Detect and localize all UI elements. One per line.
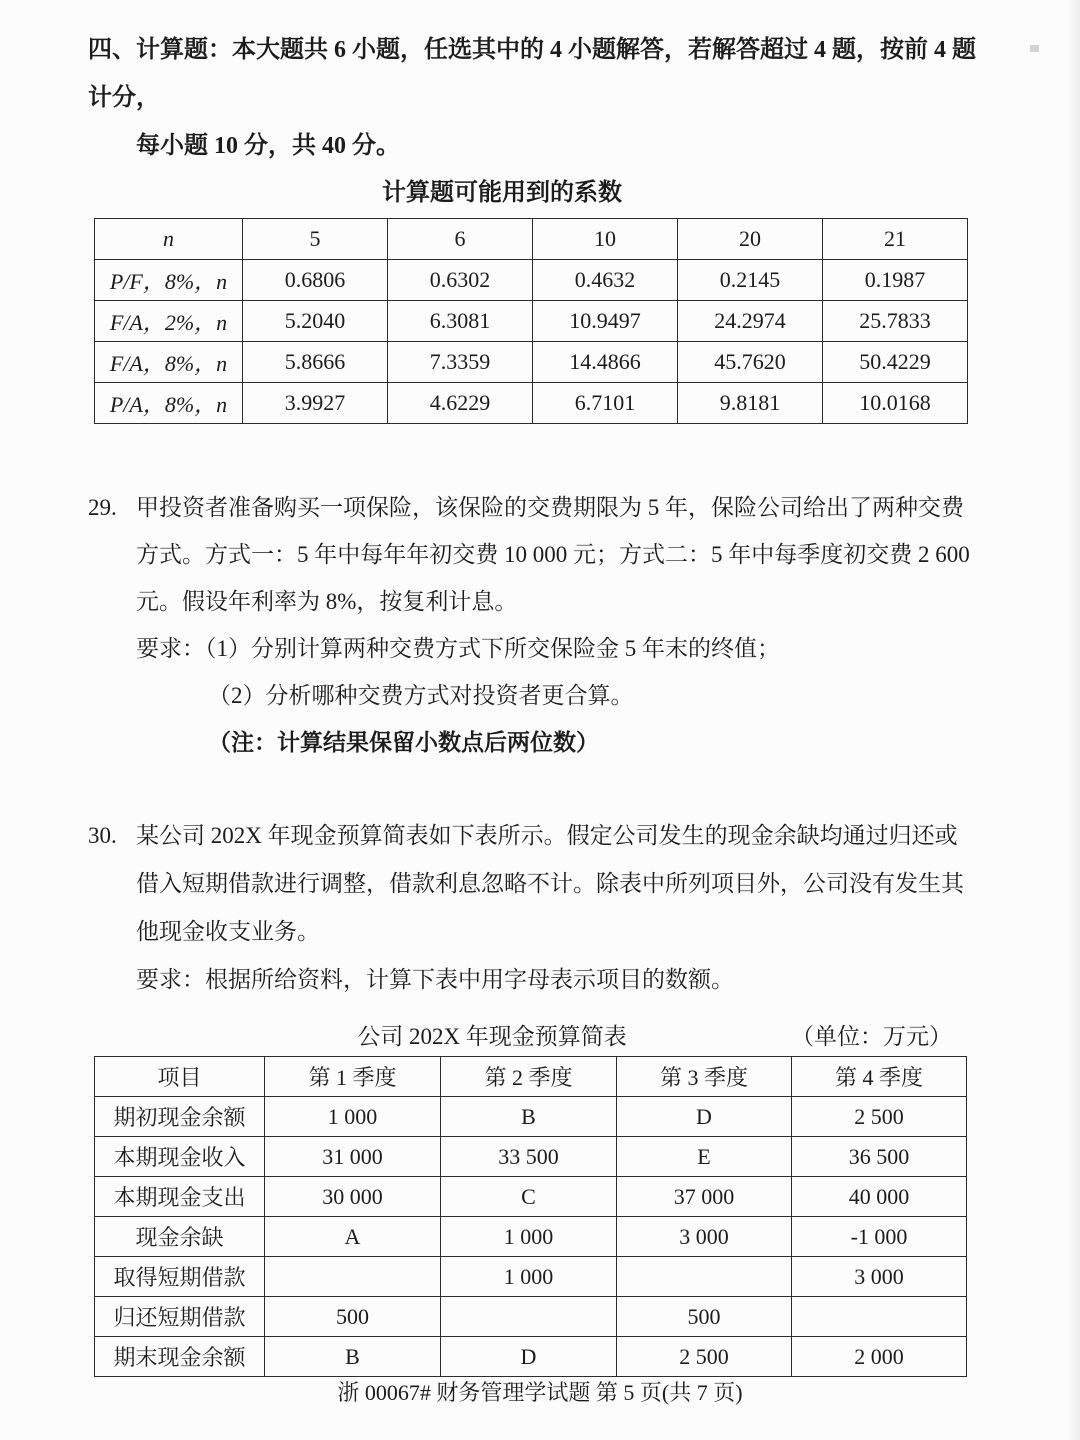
table-row xyxy=(95,1217,967,1257)
table-cell: 0.1987 xyxy=(823,260,968,301)
table-cell: 3.9927 xyxy=(243,383,388,424)
table-cell: 1 000 xyxy=(441,1217,617,1257)
table-cell: 2 500 xyxy=(617,1337,792,1377)
table-cell: 1 000 xyxy=(441,1257,617,1297)
table-row xyxy=(95,342,968,383)
question-30-line xyxy=(88,812,992,860)
column-header: 项目 xyxy=(95,1057,265,1097)
table-cell: 3 000 xyxy=(617,1217,792,1257)
table-cell: 9.8181 xyxy=(678,383,823,424)
table-cell: 6.7101 xyxy=(533,383,678,424)
table-cell: 40 000 xyxy=(792,1177,967,1217)
table-cell: B xyxy=(441,1097,617,1137)
column-header: n xyxy=(95,219,243,260)
section-header-line1: 四、计算题：本大题共 6 小题，任选其中的 4 小题解答，若解答超过 4 题，按前 4 题计分， xyxy=(88,37,976,111)
question-30 xyxy=(88,812,992,1004)
cash-budget-unit: （单位：万元） xyxy=(791,1024,952,1049)
table-cell: D xyxy=(441,1337,617,1377)
row-label: 期末现金余额 xyxy=(95,1337,265,1377)
row-label: 现金余缺 xyxy=(95,1217,265,1257)
question-29-line xyxy=(88,484,992,531)
cash-budget-caption xyxy=(88,1014,992,1056)
table-cell: 2 500 xyxy=(792,1097,967,1137)
table-cell: 1 000 xyxy=(265,1097,441,1137)
table-cell: 31 000 xyxy=(265,1137,441,1177)
row-label: 本期现金支出 xyxy=(95,1177,265,1217)
question-29 xyxy=(88,484,992,766)
table-cell: 4.6229 xyxy=(388,383,533,424)
cash-budget-table xyxy=(94,1056,967,1377)
row-label: 本期现金收入 xyxy=(95,1137,265,1177)
cash-budget-title: 公司 202X 年现金预算简表 xyxy=(357,1024,627,1049)
table-row xyxy=(95,1137,967,1177)
row-label: P/F，8%，n xyxy=(95,260,243,301)
table-row xyxy=(95,260,968,301)
question-29-requirement: 要求：（1）分别计算两种交费方式下所交保险金 5 年末的终值； xyxy=(136,636,780,661)
row-label: 取得短期借款 xyxy=(95,1257,265,1297)
table-cell: 25.7833 xyxy=(823,301,968,342)
table-cell: B xyxy=(265,1337,441,1377)
table-cell: 3 000 xyxy=(792,1257,967,1297)
column-header: 6 xyxy=(388,219,533,260)
table-row xyxy=(95,383,968,424)
table-cell: A xyxy=(265,1217,441,1257)
scan-artifact xyxy=(1030,45,1039,52)
question-29-line: 方式。方式一：5 年中每年年初交费 10 000 元；方式二：5 年中每季度初交费 2 600 xyxy=(136,542,970,567)
column-header: 第 3 季度 xyxy=(617,1057,792,1097)
table-cell: 7.3359 xyxy=(388,342,533,383)
table-cell: C xyxy=(441,1177,617,1217)
section-header-line2: 每小题 10 分，共 40 分。 xyxy=(136,133,400,159)
table-cell: 0.6806 xyxy=(243,260,388,301)
table-cell: 0.4632 xyxy=(533,260,678,301)
column-header: 20 xyxy=(678,219,823,260)
table-row xyxy=(95,1257,967,1297)
table-cell: 45.7620 xyxy=(678,342,823,383)
table-cell: 36 500 xyxy=(792,1137,967,1177)
row-label: 归还短期借款 xyxy=(95,1297,265,1337)
table-cell: 10.0168 xyxy=(823,383,968,424)
column-header: 21 xyxy=(823,219,968,260)
row-label: P/A，8%，n xyxy=(95,383,243,424)
table-cell: 33 500 xyxy=(441,1137,617,1177)
table-header-row xyxy=(95,1057,967,1097)
question-text: 某公司 202X 年现金预算简表如下表所示。假定公司发生的现金余缺均通过归还或 xyxy=(136,823,958,848)
table-cell: 0.2145 xyxy=(678,260,823,301)
coefficients-table xyxy=(94,218,968,424)
table-row xyxy=(95,1337,967,1377)
question-30-requirement: 要求：根据所给资料，计算下表中用字母表示项目的数额。 xyxy=(136,967,734,992)
row-label: F/A，2%，n xyxy=(95,301,243,342)
coefficients-table-title: 计算题可能用到的系数 xyxy=(382,180,622,206)
table-cell xyxy=(265,1257,441,1297)
page-edge-shadow xyxy=(1068,0,1080,1440)
table-header-row xyxy=(95,219,968,260)
question-number: 29. xyxy=(88,495,117,520)
table-cell xyxy=(617,1257,792,1297)
column-header: 第 1 季度 xyxy=(265,1057,441,1097)
column-header: 第 4 季度 xyxy=(792,1057,967,1097)
table-cell: 2 000 xyxy=(792,1337,967,1377)
table-cell xyxy=(441,1297,617,1337)
row-label: 期初现金余额 xyxy=(95,1097,265,1137)
table-cell: 5.2040 xyxy=(243,301,388,342)
question-29-line: 元。假设年利率为 8%，按复利计息。 xyxy=(136,589,518,614)
table-cell: 30 000 xyxy=(265,1177,441,1217)
question-number: 30. xyxy=(88,823,117,848)
question-29-requirement: （2）分析哪种交费方式对投资者更合算。 xyxy=(208,683,634,708)
table-cell: 50.4229 xyxy=(823,342,968,383)
table-row xyxy=(95,1097,967,1137)
table-cell: 0.6302 xyxy=(388,260,533,301)
column-header: 第 2 季度 xyxy=(441,1057,617,1097)
table-row xyxy=(95,1177,967,1217)
question-29-note: （注：计算结果保留小数点后两位数） xyxy=(208,730,599,755)
row-label: F/A，8%，n xyxy=(95,342,243,383)
table-cell xyxy=(792,1297,967,1337)
column-header: 5 xyxy=(243,219,388,260)
table-row xyxy=(95,1297,967,1337)
question-text: 甲投资者准备购买一项保险，该保险的交费期限为 5 年，保险公司给出了两种交费 xyxy=(136,495,964,520)
table-cell: 500 xyxy=(617,1297,792,1337)
column-header: 10 xyxy=(533,219,678,260)
table-cell: 500 xyxy=(265,1297,441,1337)
table-cell: 24.2974 xyxy=(678,301,823,342)
table-cell: -1 000 xyxy=(792,1217,967,1257)
table-row xyxy=(95,301,968,342)
section-header xyxy=(88,26,992,170)
question-30-line: 借入短期借款进行调整，借款利息忽略不计。除表中所列项目外，公司没有发生其 xyxy=(136,871,964,896)
page-footer: 浙 00067# 财务管理学试题 第 5 页(共 7 页) xyxy=(337,1380,743,1405)
table-cell: 6.3081 xyxy=(388,301,533,342)
table-cell: E xyxy=(617,1137,792,1177)
table-cell: 10.9497 xyxy=(533,301,678,342)
question-30-line: 他现金收支业务。 xyxy=(136,919,320,944)
table-cell: 5.8666 xyxy=(243,342,388,383)
table-cell: D xyxy=(617,1097,792,1137)
table-cell: 37 000 xyxy=(617,1177,792,1217)
table-cell: 14.4866 xyxy=(533,342,678,383)
